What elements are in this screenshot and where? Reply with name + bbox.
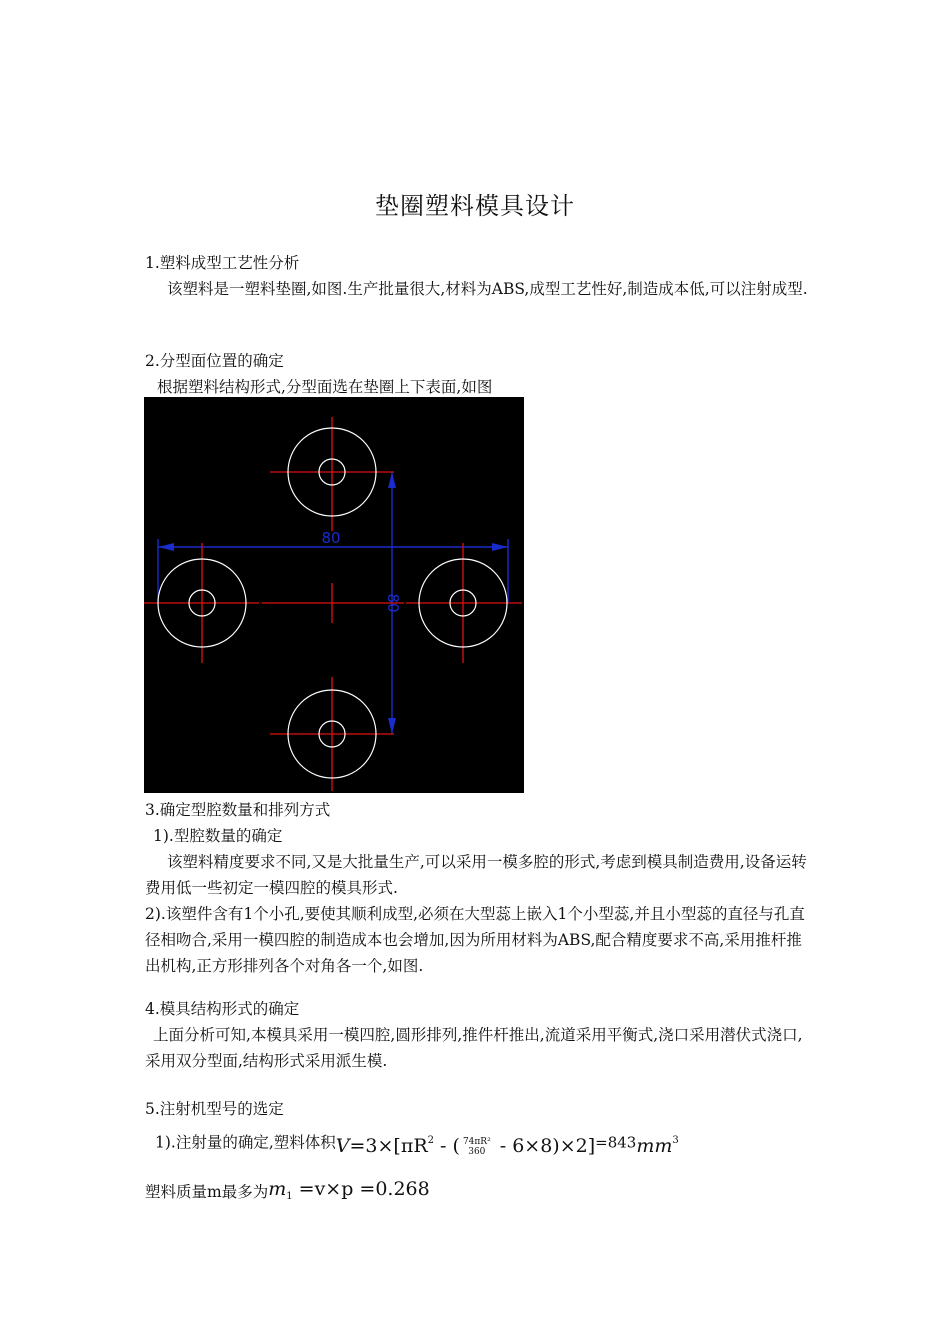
volume-value: =843 (595, 1133, 637, 1152)
section-3-sub1-heading: 1).型腔数量的确定 (153, 827, 283, 845)
section-3-heading: 3.确定型腔数量和排列方式 (145, 801, 331, 819)
formula-part-b: =3×[πR (349, 1135, 428, 1157)
section-5-heading: 5.注射机型号的选定 (145, 1100, 284, 1118)
section-2 (145, 348, 809, 400)
section-2-heading: 2.分型面位置的确定 (145, 352, 284, 370)
section-2-paragraph: 根据塑料结构形式,分型面选在垫圈上下表面,如图 (157, 378, 493, 396)
formula-part-c: - ( (434, 1135, 460, 1157)
section-1-paragraph: 该塑料是一塑料垫圈,如图.生产批量很大,材料为ABS,成型工艺性好,制造成本低,可以注射成型. (167, 280, 808, 298)
section-4-heading: 4.模具结构形式的确定 (145, 1000, 300, 1018)
mass-label: 塑料质量m最多为 (145, 1183, 269, 1201)
centerline-group (144, 417, 522, 791)
formula-fraction (463, 1137, 491, 1157)
section-3-sub2-paragraph: 2).该塑件含有1个小孔,要使其顺利成型,必须在大型蕊上嵌入1个小型蕊,并且小型蕊的直径与孔直径相吻合,采用一模四腔的制造成本也会增加,因为所用材料为ABS,配合精度要求不高,采用推杆推出机构,正方形排列各个对角各一个,如图. (145, 905, 805, 975)
dim-arrow-left (158, 543, 174, 551)
dim-arrow-bottom (388, 718, 396, 734)
section-3-sub1-paragraph: 该塑料精度要求不同,又是大批量生产,可以采用一模多腔的形式,考虑到模具制造费用,设备运转费用低一些初定一模四腔的模具形式. (145, 853, 807, 897)
section-4-paragraph: 上面分析可知,本模具采用一模四腔,圆形排列,推件杆推出,流道采用平衡式,浇口采用潜伏式浇口,采用双分型面,结构形式采用派生模. (145, 1026, 803, 1070)
injection-volume-line (155, 1126, 679, 1161)
mass-formula (268, 1178, 430, 1200)
dim-label-horizontal: 80 (321, 529, 341, 547)
dim-label-vertical: 80 (384, 593, 402, 613)
cad-drawing (144, 397, 524, 793)
volume-formula (336, 1135, 595, 1157)
unit-mm: mm (636, 1135, 673, 1157)
section-5 (145, 1096, 809, 1122)
var-m: m (268, 1178, 287, 1200)
unit-cube: 3 (672, 1135, 679, 1146)
formula-part-d: - 6×8)×2] (493, 1135, 596, 1157)
section-1-heading: 1.塑料成型工艺性分析 (145, 254, 300, 272)
section-4 (145, 996, 809, 1074)
var-v: V (335, 1135, 350, 1157)
mass-formula-rest: =v×p =0.268 (292, 1178, 430, 1200)
section-1 (145, 250, 809, 302)
document-title: 垫圈塑料模具设计 (375, 192, 575, 220)
formula-square: 2 (427, 1135, 435, 1146)
cavity-layout-figure (144, 397, 524, 793)
fraction-numerator: 74πR² (462, 1137, 491, 1147)
fraction-denominator: 360 (468, 1147, 486, 1157)
dim-arrow-top (388, 472, 396, 488)
volume-label: 1).注射量的确定,塑料体积 (155, 1133, 336, 1152)
plastic-mass-line (145, 1174, 430, 1212)
section-3 (145, 797, 809, 979)
dim-arrow-right (492, 543, 508, 551)
var-m-subscript: 1 (286, 1191, 293, 1202)
volume-unit (636, 1135, 678, 1157)
